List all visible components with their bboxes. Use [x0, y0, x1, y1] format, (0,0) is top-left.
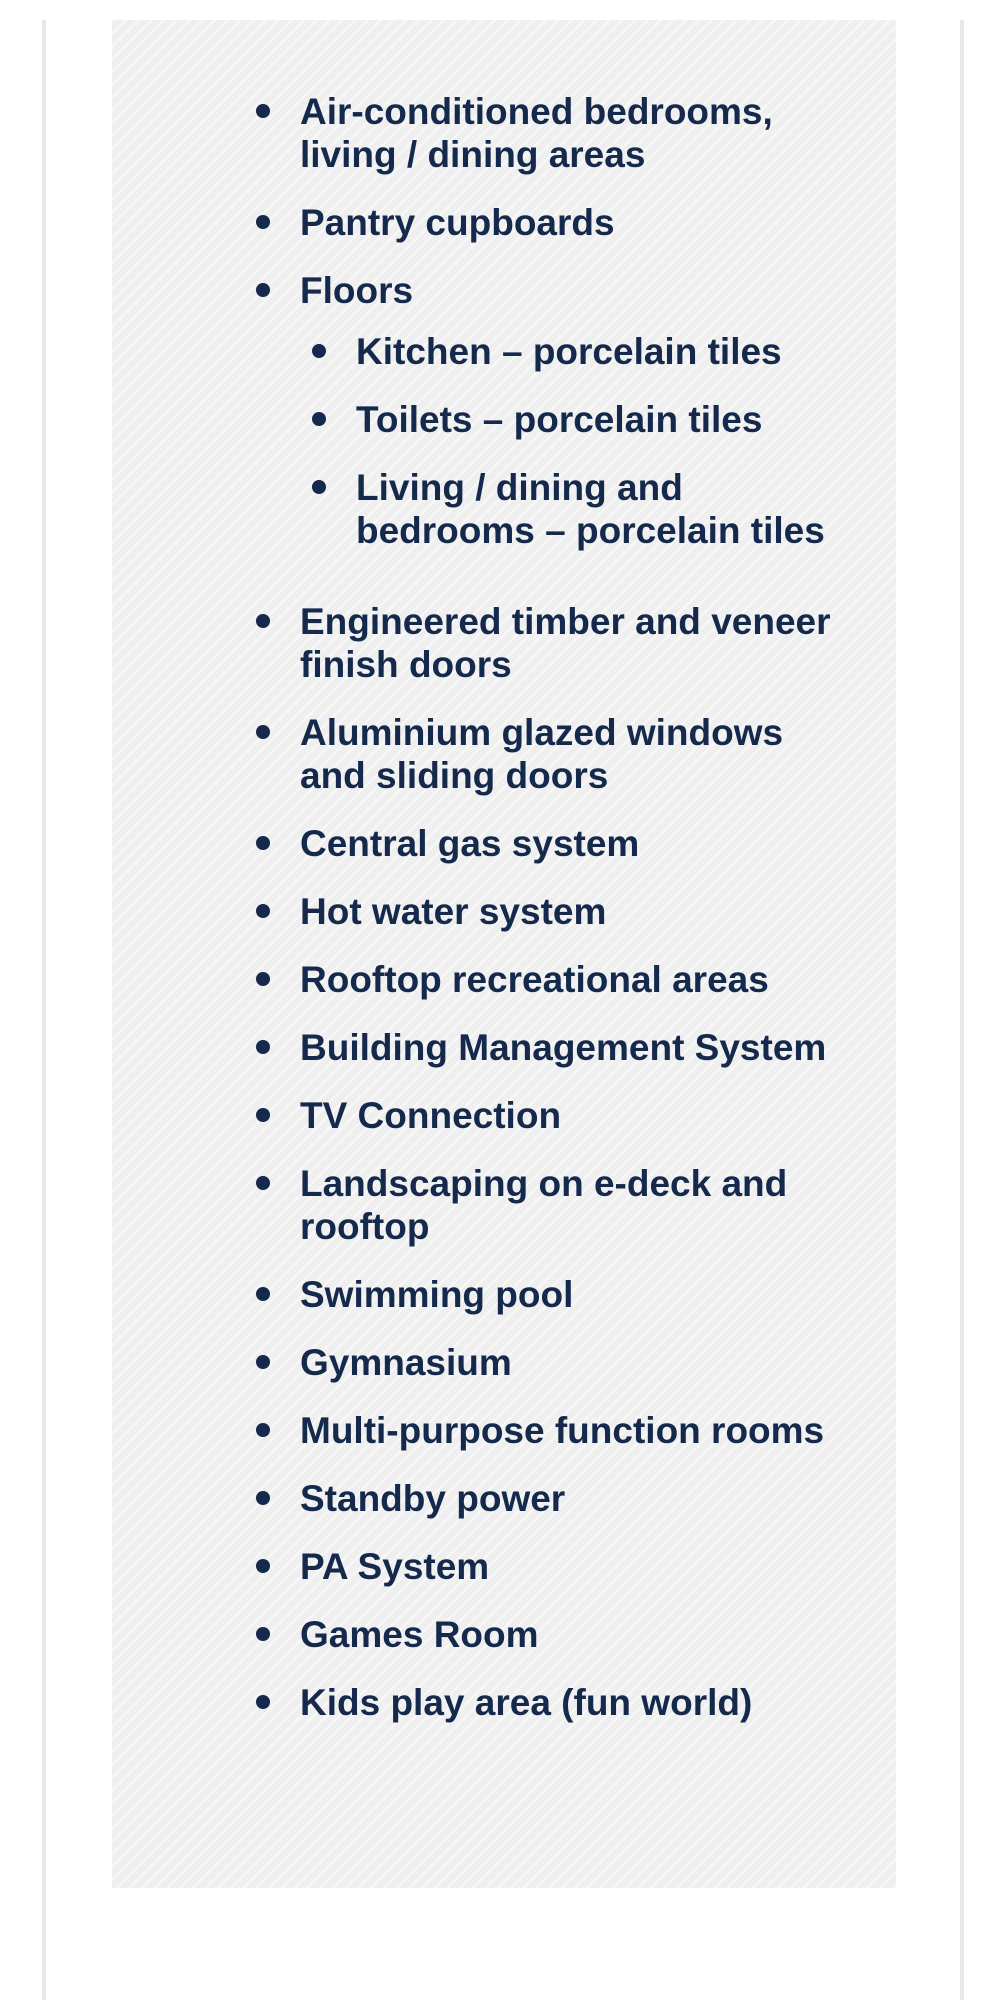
feature-item-kids-play-area: Kids play area (fun world) — [252, 1681, 852, 1724]
floors-sub-item-living-dining-bedrooms: Living / dining and bedrooms – porcelain tiles — [300, 466, 852, 552]
floors-sub-item-kitchen: Kitchen – porcelain tiles — [300, 330, 852, 373]
feature-item-building-management: Building Management System — [252, 1026, 852, 1069]
feature-item-floors-label: Floors — [300, 270, 414, 311]
feature-item-windows: Aluminium glazed windows and sliding doors — [252, 711, 852, 797]
feature-item-gymnasium: Gymnasium — [252, 1341, 852, 1384]
feature-item-pantry-cupboards: Pantry cupboards — [252, 201, 852, 244]
feature-item-doors: Engineered timber and veneer finish doors — [252, 600, 852, 686]
feature-item-landscaping: Landscaping on e-deck and rooftop — [252, 1162, 852, 1248]
feature-item-air-conditioning: Air-conditioned bedrooms, living / dining areas — [252, 90, 852, 176]
frame-border-right — [960, 20, 964, 2000]
feature-item-tv-connection: TV Connection — [252, 1094, 852, 1137]
feature-list — [252, 90, 852, 1724]
feature-item-hot-water: Hot water system — [252, 890, 852, 933]
feature-item-games-room: Games Room — [252, 1613, 852, 1656]
features-panel — [112, 20, 896, 1888]
feature-item-function-rooms: Multi-purpose function rooms — [252, 1409, 852, 1452]
frame-border-left — [42, 20, 46, 2000]
feature-item-floors — [252, 269, 852, 552]
feature-item-pa-system: PA System — [252, 1545, 852, 1588]
feature-item-gas-system: Central gas system — [252, 822, 852, 865]
floors-sub-list — [300, 330, 852, 552]
feature-item-swimming-pool: Swimming pool — [252, 1273, 852, 1316]
feature-item-standby-power: Standby power — [252, 1477, 852, 1520]
floors-sub-item-toilets: Toilets – porcelain tiles — [300, 398, 852, 441]
feature-item-rooftop-recreation: Rooftop recreational areas — [252, 958, 852, 1001]
